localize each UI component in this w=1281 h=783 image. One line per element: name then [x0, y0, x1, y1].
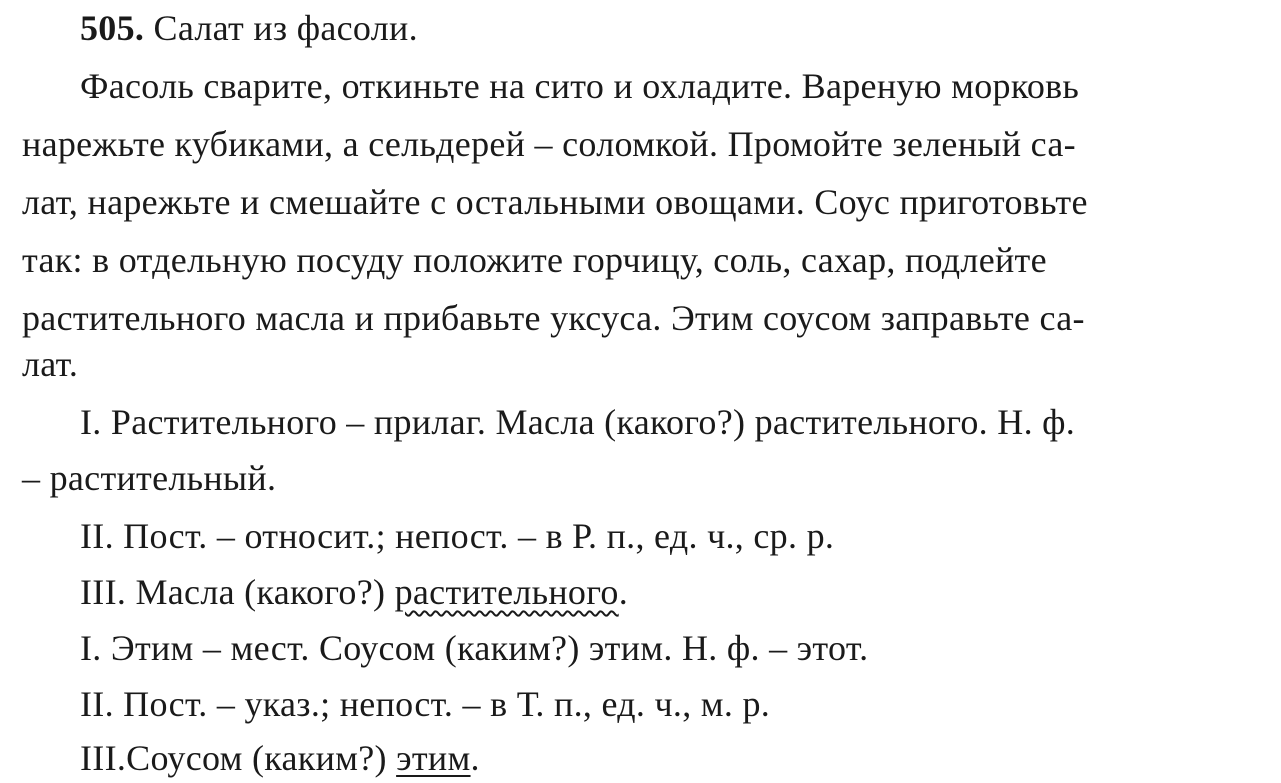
analysis-2-part-3-suffix: .: [470, 738, 480, 778]
exercise-number: 505.: [80, 8, 145, 48]
analysis-2-part-2: II. Пост. – указ.; непост. – в Т. п., ед. ч., м. р.: [80, 684, 771, 724]
analysis-2-part-3-prefix: III.Соусом (каким?): [80, 738, 397, 778]
analysis-2-part-3: [80, 736, 480, 780]
analysis-2-part-1: I. Этим – мест. Соусом (каким?) этим. Н. ф. – этот.: [80, 628, 869, 668]
recipe-line-3: лат, нарежьте и смешайте с остальными овощами. Соус приготовьте: [22, 182, 1088, 222]
analysis-2-underlined-word: этим: [396, 738, 471, 778]
exercise-title: Салат из фасоли.: [153, 8, 418, 48]
analysis-1-line-1: I. Растительного – прилаг. Масла (какого?) растительного. Н. ф.: [80, 402, 1076, 442]
analysis-1-part-3: [80, 570, 628, 614]
recipe-line-2: нарежьте кубиками, а сельдерей – соломкой. Промойте зеленый са-: [22, 124, 1076, 164]
analysis-1-part-2: II. Пост. – относит.; непост. – в Р. п., ед. ч., ср. р.: [80, 516, 835, 556]
analysis-1-line-2: – растительный.: [22, 458, 277, 498]
recipe-line-1: Фасоль сварите, откиньте на сито и охладите. Вареную морковь: [80, 66, 1080, 106]
analysis-1-part-3-suffix: .: [618, 572, 628, 612]
recipe-line-5: растительного масла и прибавьте уксуса. Этим соусом заправьте са-: [22, 298, 1085, 338]
recipe-line-4: так: в отдельную посуду положите горчицу, соль, сахар, подлейте: [22, 240, 1047, 280]
exercise-heading: [80, 6, 418, 50]
analysis-1-part-3-prefix: III. Масла (какого?): [80, 572, 395, 612]
recipe-line-6: лат.: [22, 344, 79, 384]
analysis-1-underlined-word: растительного: [394, 572, 619, 612]
